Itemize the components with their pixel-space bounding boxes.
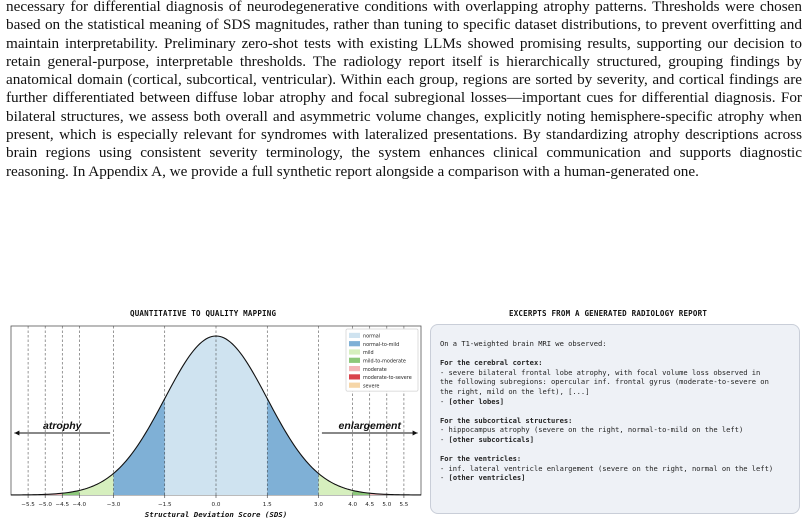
report-line [440, 397, 790, 407]
legend-label-mild-to-moderate: mild-to-moderate [363, 358, 406, 365]
tick-label-4: −3.0 [106, 502, 121, 508]
report-spacer [440, 445, 790, 455]
report-line-text: For the ventricles: [440, 454, 522, 464]
report-placeholder: [other lobes] [448, 396, 505, 406]
report-line-text: - [440, 434, 449, 444]
report-line [440, 368, 790, 378]
sds-mapping-chart [8, 322, 426, 522]
report-line-text: For the cerebral cortex: [440, 358, 543, 368]
legend-label-normal-to-mild: normal-to-mild [363, 341, 400, 348]
tick-label-12: 5.5 [399, 502, 409, 508]
report-line [440, 387, 790, 397]
report-section-heading [440, 454, 790, 464]
enlargement-label: enlargement [338, 420, 401, 432]
tick-label-0: −5.5 [21, 502, 35, 508]
legend-swatch-severe [349, 383, 360, 388]
report-spacer [440, 406, 790, 416]
report-line-text: - [440, 396, 449, 406]
report-line [440, 464, 790, 474]
tick-label-3: −4.0 [72, 502, 87, 508]
tick-label-9: 4.0 [348, 502, 358, 508]
report-section-heading [440, 416, 790, 426]
report-excerpt-box [430, 324, 800, 514]
report-line-text: For the subcortical structures: [440, 415, 573, 425]
paragraph-text: necessary for differential diagnosis of neurodegenerative conditions with overlapping atrophy patterns. Thresholds were chosen based on the statistical meaning of SDS magnitudes, rather than tuning to specific dataset distributions, to prevent overfitting and maintain interpretability. Preliminary zero-shot tests with existing LLMs showed promising results, supporting our decision to retain general-purpose, interpretable thresholds. The radiology report itself is hierarchically structured, grouping findings by anatomical domain (cortical, subcortical, ventricular). Within each group, regions are sorted by severity, and cortical findings are further differentiated between diffuse lobar atrophy and focal subregional losses—important cues for differential diagnosis. For bilateral structures, we assess both overall and asymmetric volume changes, explicitly noting hemisphere-specific atrophy when present, which is especially relevant for syndromes with lateralized presentations. By standardizing atrophy descriptions across brain regions using consistent severity terminology, the system enhances clinical communication and supports diagnostic reasoning. In Appendix A, we provide a full synthetic report alongside a comparison with a human-generated one. [6, 0, 802, 180]
report-line [440, 425, 790, 435]
report-line-text: On a T1-weighted brain MRI we observed: [440, 339, 607, 348]
legend-label-mild: mild [363, 350, 374, 357]
report-line-text: - [440, 473, 449, 483]
x-axis-label: Structural Deviation Score (SDS) [144, 510, 288, 519]
report-line [440, 377, 790, 387]
report-section-heading [440, 358, 790, 368]
report-spacer [440, 349, 790, 359]
legend-label-moderate: moderate [363, 366, 387, 373]
legend-swatch-moderate [349, 366, 360, 371]
body-paragraph [6, 0, 802, 181]
report-line [440, 473, 790, 483]
legend-swatch-normal [349, 333, 360, 338]
tick-label-7: 1.5 [262, 502, 272, 508]
report-line-text: - severe bilateral frontal lobe atrophy, with focal volume loss observed in [440, 367, 761, 377]
tick-label-8: 3.0 [314, 502, 323, 508]
report-line-text: - hippocampus atrophy (severe on the right, normal-to-mild on the left) [440, 425, 744, 435]
legend-swatch-normal-to-mild [349, 341, 360, 346]
tick-label-11: 5.0 [382, 502, 392, 508]
chart-title: QUANTITATIVE TO QUALITY MAPPING [130, 309, 277, 318]
tick-label-5: −1.5 [157, 502, 172, 508]
tick-label-1: −5.0 [38, 502, 52, 508]
legend-label-moderate-to-severe: moderate-to-severe [363, 375, 412, 382]
atrophy-label: atrophy [42, 420, 82, 432]
report-line-text: the following subregions: opercular inf. frontal gyrus (moderate-to-severe on [440, 377, 769, 387]
report-placeholder: [other subcorticals] [448, 434, 534, 444]
tick-label-10: 4.5 [365, 502, 375, 508]
legend-swatch-mild-to-moderate [349, 358, 360, 363]
legend-label-severe: severe [363, 383, 380, 390]
report-line-text: the right, mild on the left), [...] [440, 386, 590, 396]
legend-label-normal: normal [363, 333, 381, 340]
report-line [440, 339, 790, 349]
legend-swatch-mild [349, 349, 360, 354]
report-line [440, 435, 790, 445]
legend-swatch-moderate-to-severe [349, 374, 360, 379]
report-title: EXCERPTS FROM A GENERATED RADIOLOGY REPORT [509, 309, 708, 318]
tick-label-6: 0.0 [211, 502, 221, 508]
report-placeholder: [other ventricles] [448, 473, 526, 483]
report-line-text: - inf. lateral ventricle enlargement (severe on the right, normal on the left) [440, 463, 774, 473]
tick-label-2: −4.5 [55, 502, 70, 508]
